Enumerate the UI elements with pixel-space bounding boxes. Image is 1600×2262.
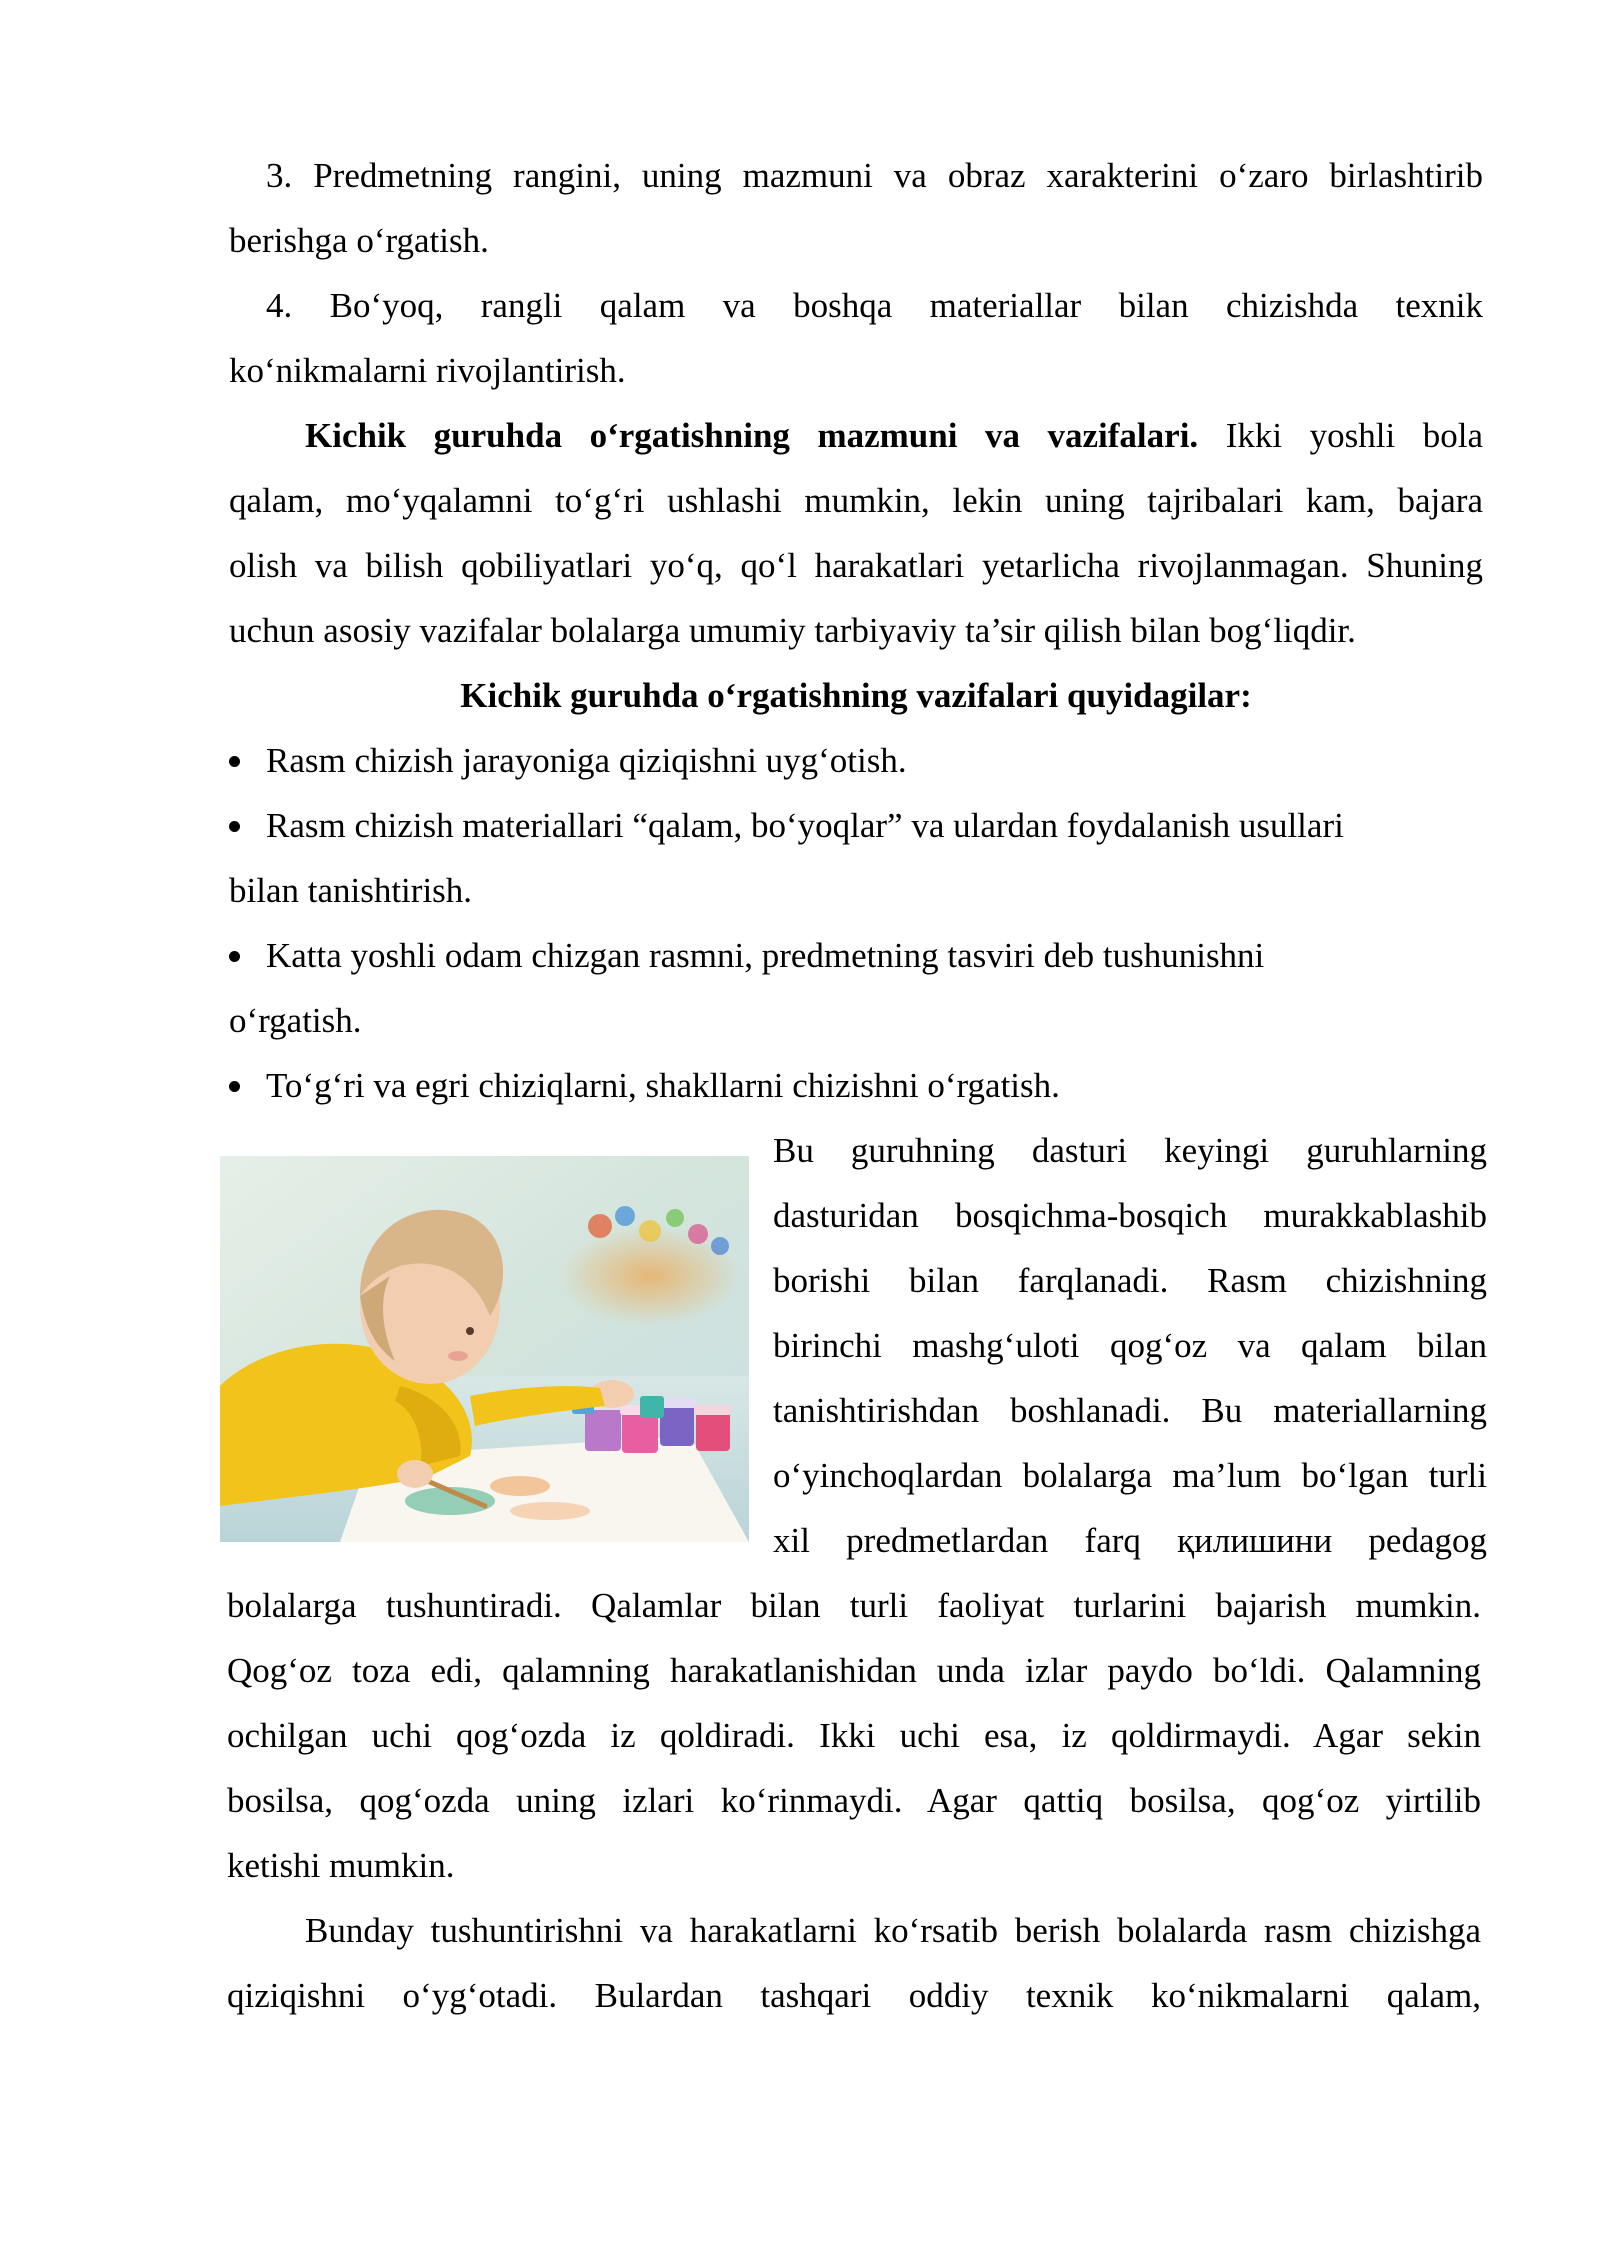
photo-illustration xyxy=(220,1156,749,1542)
tasks-heading: Kichik guruhda o‘rgatishning vazifalari quyidagilar: xyxy=(460,676,1252,715)
bullet-text: Rasm chizish jarayoniga qiziqishni uyg‘otish. xyxy=(266,741,907,780)
content-paragraph-line3: olish va bilish qobiliyatlari yo‘q, qo‘l harakatlari yetarlicha rivojlanmagan. Shuning xyxy=(229,546,1483,585)
bullet-text: To‘g‘ri va egri chiziqlarni, shakllarni chizishni o‘rgatish. xyxy=(266,1066,1060,1105)
wrapped-line-7: xil predmetlardan farq қилишини pedagog xyxy=(773,1521,1487,1560)
bullet-item-2 xyxy=(229,793,1483,858)
final-paragraph-line2: qiziqishni o‘yg‘otadi. Bulardan tashqari oddiy texnik ko‘nikmalarni qalam, xyxy=(227,1976,1481,2015)
wrapped-paragraph xyxy=(773,1118,1487,1573)
wrapped-line-1: Bu guruhning dasturi keyingi guruhlarning xyxy=(773,1131,1487,1170)
bullet-item-1 xyxy=(229,728,1483,793)
bullet-item-2-cont: bilan tanishtirish. xyxy=(229,871,473,910)
continuation-line-2: Qog‘oz toza edi, qalamning harakatlanishidan unda izlar paydo bo‘ldi. Qalamning xyxy=(227,1651,1481,1690)
wrapped-line-4: birinchi mashg‘uloti qog‘oz va qalam bilan xyxy=(773,1326,1487,1365)
continuation-line-5: ketishi mumkin. xyxy=(227,1846,455,1885)
wrapped-line-5: tanishtirishdan boshlanadi. Bu materiallarning xyxy=(773,1391,1487,1430)
bullet-dot xyxy=(229,951,240,962)
bullet-dot xyxy=(229,756,240,767)
wrapped-line-6: o‘yinchoqlardan bolalarga ma’lum bo‘lgan turli xyxy=(773,1456,1487,1495)
bullet-dot xyxy=(229,821,240,832)
bullet-item-3-cont: o‘rgatish. xyxy=(229,1001,362,1040)
content-paragraph-line1 xyxy=(229,403,1483,468)
bullet-text: Katta yoshli odam chizgan rasmni, predmetning tasviri deb tushunishni xyxy=(266,936,1265,975)
text-block-bottom xyxy=(227,1573,1481,2028)
bullet-item-4 xyxy=(229,1053,1483,1118)
wrapped-line-3: borishi bilan farqlanadi. Rasm chizishning xyxy=(773,1261,1487,1300)
text-block-top xyxy=(229,143,1483,1118)
final-paragraph-line1: Bunday tushuntirishni va harakatlarni ko‘rsatib berish bolalarda rasm chizishga xyxy=(305,1911,1481,1950)
continuation-line-3: ochilgan uchi qog‘ozda iz qoldiradi. Ikki uchi esa, iz qoldirmaydi. Agar sekin xyxy=(227,1716,1481,1755)
child-painting-photo xyxy=(220,1156,749,1542)
list-item-3-line1: 3. Predmetning rangini, uning mazmuni va obraz xarakterini o‘zaro birlashtirib xyxy=(266,156,1483,195)
content-paragraph-text: Ikki yoshli bola xyxy=(1198,416,1483,455)
wrapped-line-2: dasturidan bosqichma-bosqich murakkablashib xyxy=(773,1196,1487,1235)
list-item-4-line2: ko‘nikmalarni rivojlantirish. xyxy=(229,351,626,390)
content-paragraph-line4: uchun asosiy vazifalar bolalarga umumiy tarbiyaviy ta’sir qilish bilan bog‘liqdir. xyxy=(229,611,1356,650)
section-heading-inline: Kichik guruhda o‘rgatishning mazmuni va vazifalari. xyxy=(305,416,1199,455)
continuation-line-4: bosilsa, qog‘ozda uning izlari ko‘rinmaydi. Agar qattiq bosilsa, qog‘oz yirtilib xyxy=(227,1781,1481,1820)
bullet-item-3 xyxy=(229,923,1483,988)
continuation-line-1: bolalarga tushuntiradi. Qalamlar bilan turli faoliyat turlarini bajarish mumkin. xyxy=(227,1586,1481,1625)
list-item-3-line2: berishga o‘rgatish. xyxy=(229,221,489,260)
bullet-text: Rasm chizish materiallari “qalam, bo‘yoqlar” va ulardan foydalanish usullari xyxy=(266,806,1344,845)
list-item-4-line1: 4. Bo‘yoq, rangli qalam va boshqa materiallar bilan chizishda texnik xyxy=(266,286,1483,325)
bullet-dot xyxy=(229,1081,240,1092)
content-paragraph-line2: qalam, mo‘yqalamni to‘g‘ri ushlashi mumkin, lekin uning tajribalari kam, bajara xyxy=(229,481,1483,520)
